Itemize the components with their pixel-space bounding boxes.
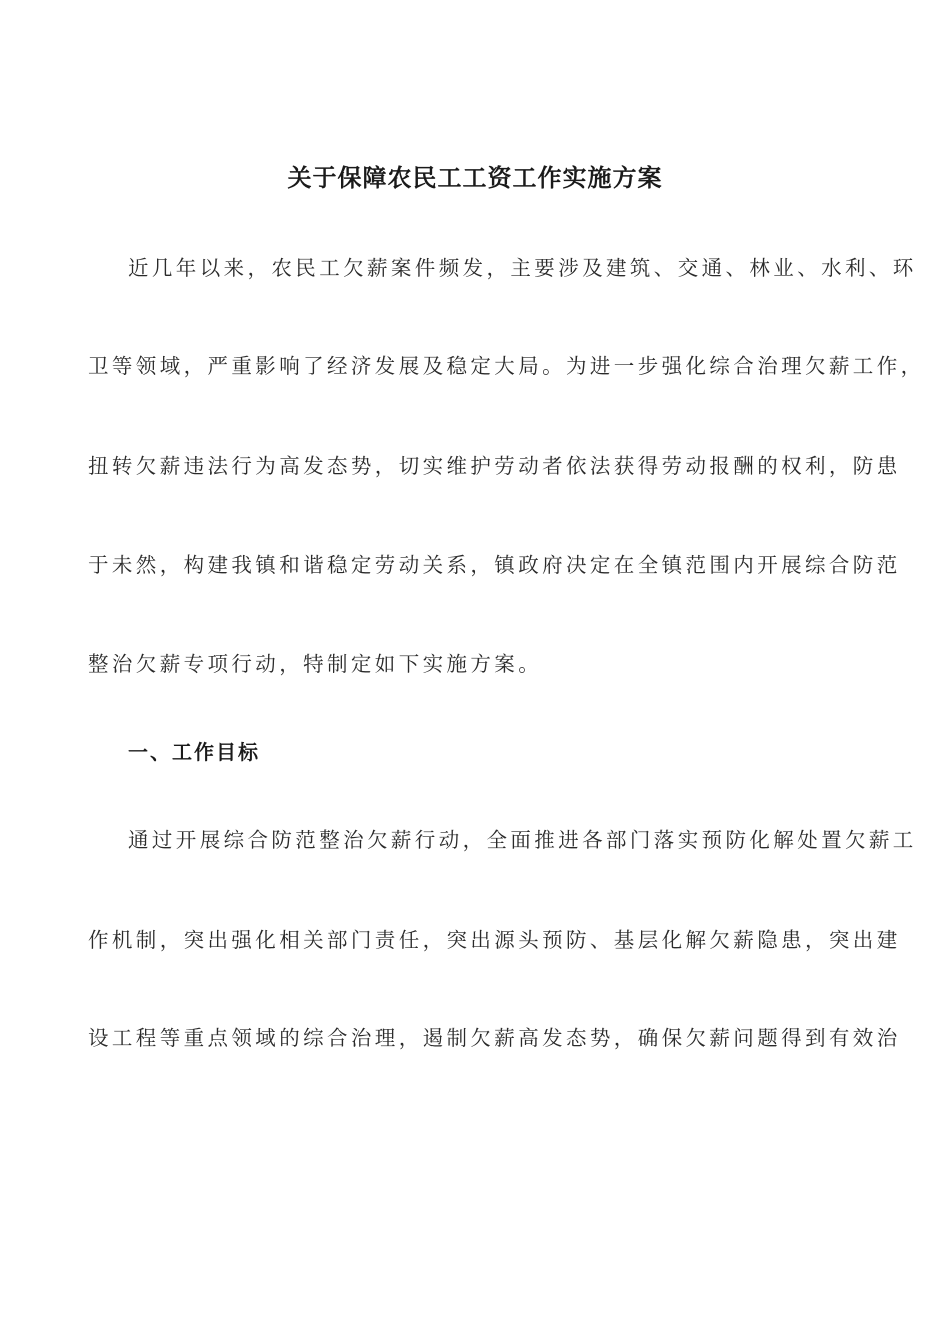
paragraph-line: 扭转欠薪违法行为高发态势，切实维护劳动者依法获得劳动报酬的权利，防患	[88, 454, 901, 478]
paragraph-line: 作机制，突出强化相关部门责任，突出源头预防、基层化解欠薪隐患，突出建	[88, 928, 901, 952]
paragraph-line: 卫等领域，严重影响了经济发展及稳定大局。为进一步强化综合治理欠薪工作，	[88, 354, 925, 378]
section-heading: 一、工作目标	[128, 740, 260, 764]
paragraph-line: 通过开展综合防范整治欠薪行动，全面推进各部门落实预防化解处置欠薪工	[128, 828, 917, 852]
paragraph-line: 近几年以来，农民工欠薪案件频发，主要涉及建筑、交通、林业、水利、环	[128, 256, 917, 280]
paragraph-line: 设工程等重点领域的综合治理，遏制欠薪高发态势，确保欠薪问题得到有效治	[88, 1026, 901, 1050]
document-title: 关于保障农民工工资工作实施方案	[287, 164, 663, 192]
paragraph-line: 整治欠薪专项行动，特制定如下实施方案。	[88, 652, 543, 676]
paragraph-line: 于未然，构建我镇和谐稳定劳动关系，镇政府决定在全镇范围内开展综合防范	[88, 553, 901, 577]
